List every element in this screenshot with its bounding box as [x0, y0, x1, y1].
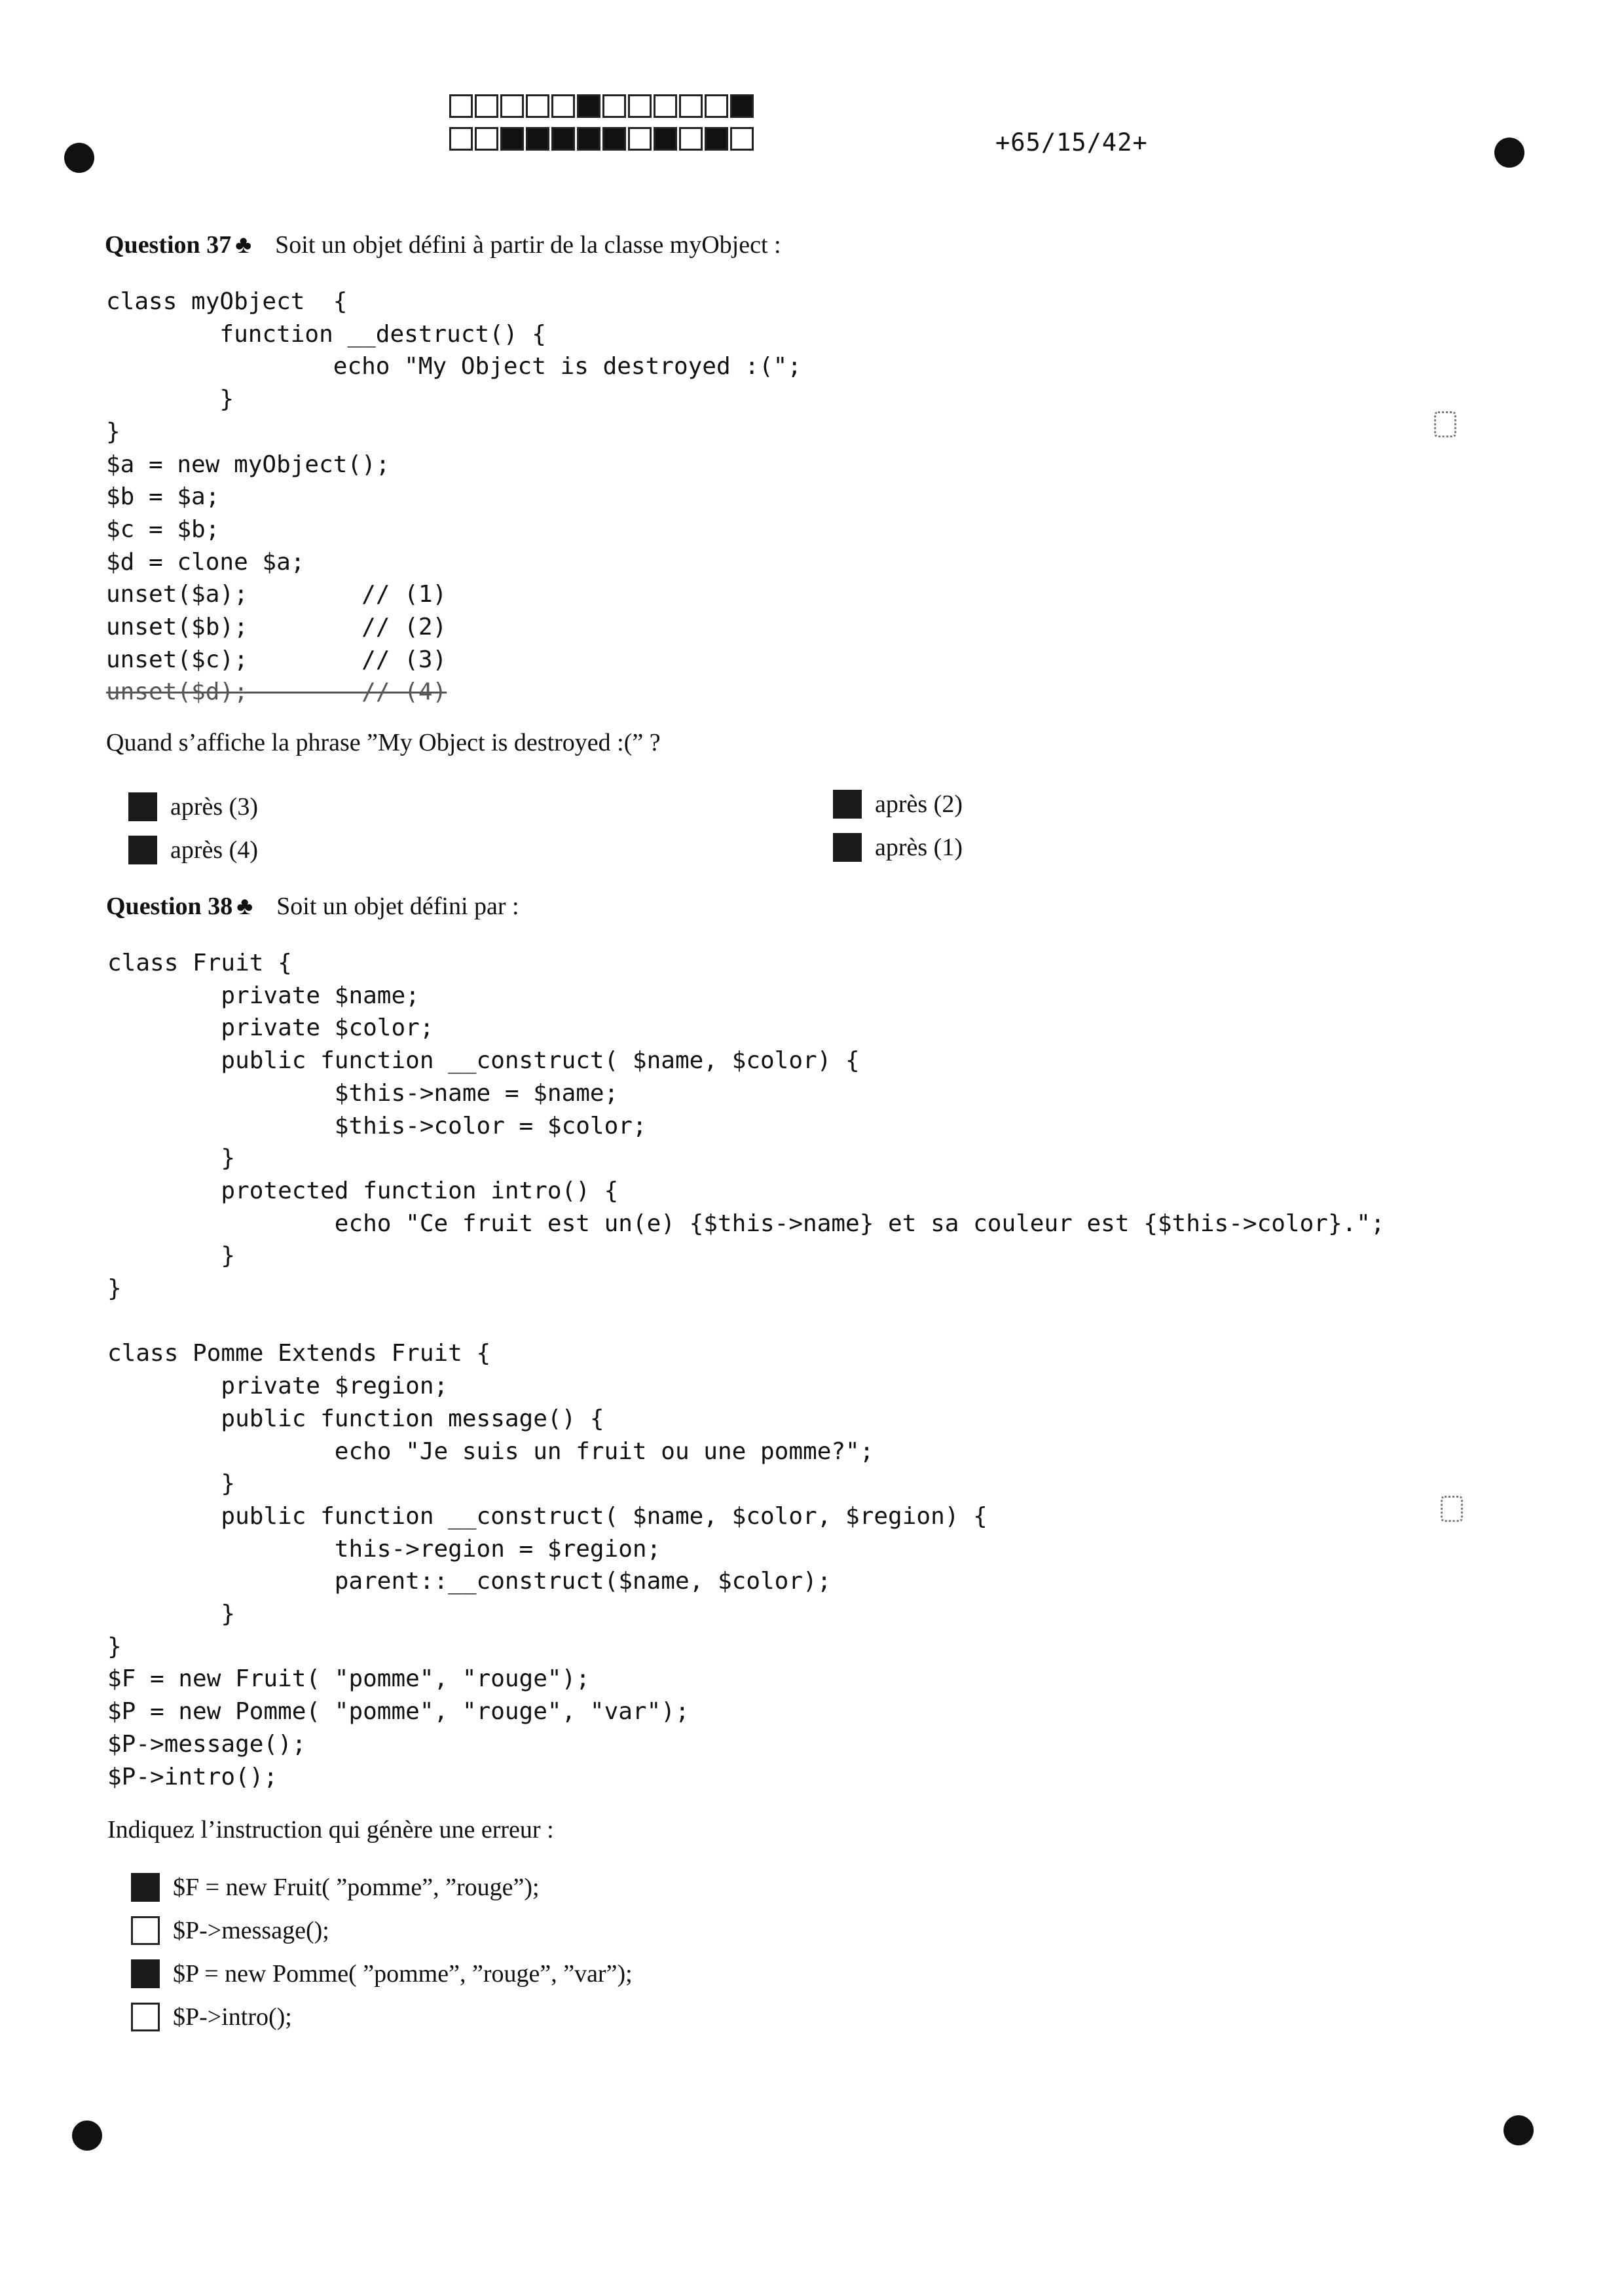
barcode-cell — [577, 94, 600, 118]
barcode-row-top — [449, 94, 756, 118]
scan-smudge-mark — [1434, 411, 1456, 437]
q37-answer-1-label: après (3) — [170, 793, 258, 821]
question-38-prompt: Indiquez l’instruction qui génère une erreur : — [107, 1816, 554, 1843]
question-38-label: Question 38 — [106, 893, 233, 920]
q38-answer-2-label: $P->message(); — [173, 1917, 329, 1944]
q38-answer-4-checkbox[interactable] — [131, 2003, 160, 2031]
question-37-intro: Soit un objet défini à partir de la classe myObject : — [275, 231, 781, 259]
q38-answer-2[interactable] — [131, 1916, 329, 1945]
question-37-title — [105, 231, 781, 259]
registration-dot-top-right — [1494, 138, 1524, 168]
club-icon: ♣ — [235, 231, 252, 259]
barcode-cell — [500, 94, 524, 118]
barcode-cell — [654, 94, 677, 118]
barcode-cell — [679, 127, 703, 151]
barcode-row-bottom — [449, 127, 756, 151]
q38-answer-1-label: $F = new Fruit( ”pomme”, ”rouge”); — [173, 1874, 540, 1901]
barcode-cell — [730, 127, 754, 151]
q38-answer-3[interactable] — [131, 1959, 633, 1988]
barcode-cell — [705, 94, 728, 118]
question-37-label: Question 37 — [105, 231, 232, 259]
q37-answer-3-checkbox[interactable] — [833, 790, 862, 819]
barcode-cell — [500, 127, 524, 151]
question-38-title — [106, 892, 519, 921]
barcode-cell — [526, 127, 549, 151]
club-icon: ♣ — [236, 893, 253, 920]
barcode-cell — [475, 127, 498, 151]
registration-dot-bottom-left — [72, 2120, 102, 2151]
question-37-code-body: class myObject { function __destruct() { echo "My Object is destroyed :("; } } $a = new myObject(); $b = $a; $c = $b; $d = clone $a; unset($a); // (1) unset($b); // (2) unset($c); // (3) — [106, 288, 802, 673]
q38-answer-1[interactable] — [131, 1873, 540, 1902]
barcode-cell — [654, 127, 677, 151]
question-37-prompt: Quand s’affiche la phrase ”My Object is destroyed :(” ? — [106, 729, 661, 756]
question-37-code — [106, 286, 802, 709]
q37-answer-1-checkbox[interactable] — [128, 792, 157, 821]
q38-answer-2-checkbox[interactable] — [131, 1916, 160, 1945]
q37-answer-2-label: après (4) — [170, 836, 258, 864]
barcode-cell — [449, 94, 473, 118]
registration-dot-bottom-right — [1504, 2115, 1534, 2145]
barcode-cell — [730, 94, 754, 118]
q38-answer-3-checkbox[interactable] — [131, 1959, 160, 1988]
barcode-cell — [705, 127, 728, 151]
barcode-cell — [602, 94, 626, 118]
q38-answer-4-label: $P->intro(); — [173, 2003, 292, 2031]
barcode-cell — [577, 127, 600, 151]
page-identifier: +65/15/42+ — [995, 128, 1148, 157]
q37-answer-4-label: après (1) — [875, 834, 963, 861]
q37-answer-2[interactable] — [128, 836, 258, 864]
barcode-cell — [475, 94, 498, 118]
barcode-cell — [602, 127, 626, 151]
q37-answer-1[interactable] — [128, 792, 258, 821]
scan-smudge-mark — [1441, 1496, 1463, 1522]
q37-answer-2-checkbox[interactable] — [128, 836, 157, 864]
barcode-cell — [551, 127, 575, 151]
question-38-code: class Fruit { private $name; private $color; public function __construct( $name, $color) { $this->name = $name; $this->color = $color; } protected function intro() { echo "Ce fruit est un(e) {$this->name} et sa couleur est {$this->color}."; } } class Pomme Extends Fruit { private $region; public function message() { echo "Je suis un fruit ou une pomme?"; } public function __construct( $name, $color, $region) { this->region = $region; parent::__construct($name, $color); } } $F = new Fruit( "pomme", "rouge"); $P = new Pomme( "pomme", "rouge", "var"); $P->message(); $P->intro(); — [107, 950, 1385, 1790]
q37-answer-4-checkbox[interactable] — [833, 833, 862, 862]
barcode-cell — [449, 127, 473, 151]
question-38-intro: Soit un objet défini par : — [276, 893, 519, 920]
barcode-cell — [526, 94, 549, 118]
q38-answer-3-label: $P = new Pomme( ”pomme”, ”rouge”, ”var”); — [173, 1960, 633, 1988]
barcode-cell — [679, 94, 703, 118]
barcode-cell — [628, 127, 652, 151]
q37-answer-3[interactable] — [833, 790, 963, 819]
barcode-cell — [551, 94, 575, 118]
q37-answer-3-label: après (2) — [875, 790, 963, 818]
q37-answer-4[interactable] — [833, 833, 963, 862]
barcode-cell — [628, 94, 652, 118]
q38-answer-4[interactable] — [131, 2003, 292, 2031]
question-37-code-last-line: unset($d); // (4) — [106, 678, 447, 706]
q38-answer-1-checkbox[interactable] — [131, 1873, 160, 1902]
registration-dot-top-left — [64, 143, 94, 173]
